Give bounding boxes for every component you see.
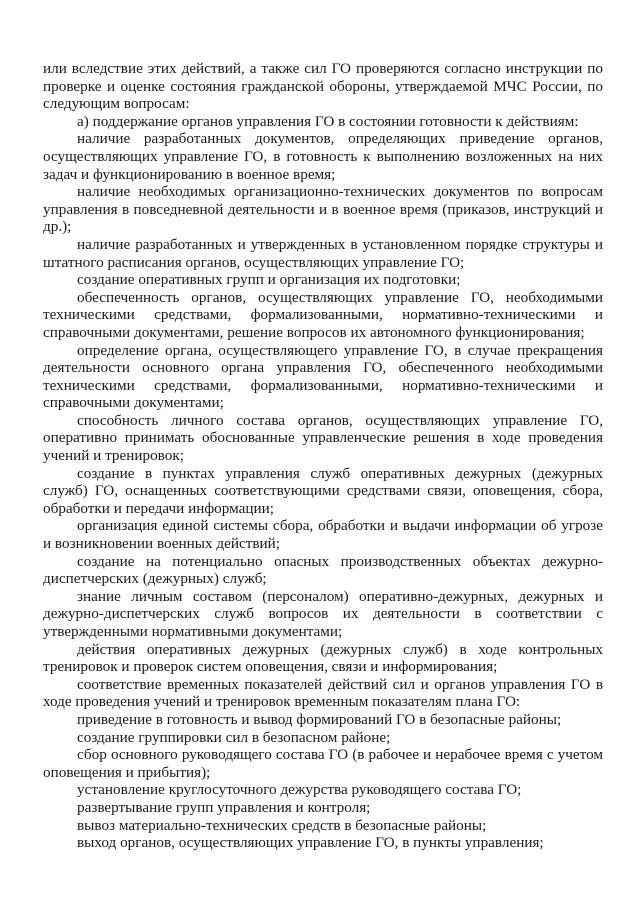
paragraph: вывоз материально-технических средств в безопасные районы; <box>77 816 487 834</box>
paragraph: наличие разработанных документов, определяющих приведение органов, осуществляющих управление ГО, в готовность к выполнению возложенных на них задач и функционированию в военное время; <box>43 130 603 183</box>
paragraph: создание оперативных групп и организация их подготовки; <box>77 271 461 289</box>
paragraph: создание группировки сил в безопасном районе; <box>77 728 391 746</box>
paragraph: развертывание групп управления и контроля; <box>77 798 371 816</box>
paragraph: создание в пунктах управления служб оперативных дежурных (дежурных служб) ГО, оснащенных соответствующими средствами связи, оповещения, сбора, обработки и передачи информации; <box>43 464 603 517</box>
document-body <box>43 60 603 852</box>
paragraph: способность личного состава органов, осуществляющих управление ГО, оперативно принимать обоснованные управленческие решения в ходе проведения учений и тренировок; <box>43 411 603 465</box>
paragraph: а) поддержание органов управления ГО в состоянии готовности к действиям: <box>77 112 579 130</box>
paragraph: сбор основного руководящего состава ГО (в рабочее и нерабочее время с учетом оповещения и прибытия); <box>43 746 603 781</box>
paragraph: наличие разработанных и утвержденных в установленном порядке структуры и штатного расписания органов, осуществляющих управление ГО; <box>43 235 603 271</box>
paragraph: или вследствие этих действий, а также сил ГО проверяются согласно инструкции по проверке и оценке состояния гражданской обороны, утверждаемой МЧС России, по следующим вопросам: <box>43 60 603 113</box>
paragraph: действия оперативных дежурных (дежурных служб) в ходе контрольных тренировок и проверок систем оповещения, связи и информирования; <box>43 640 603 676</box>
paragraph: организация единой системы сбора, обработки и выдачи информации об угрозе и возникновении военных действий; <box>43 517 603 553</box>
paragraph: определение органа, осуществляющего управление ГО, в случае прекращения деятельности основного органа управления ГО, обеспеченного необходимыми техническими средствами, формализованными, нормативно-техническими и справочными документами; <box>43 341 603 412</box>
paragraph: выход органов, осуществляющих управление ГО, в пункты управления; <box>77 834 544 852</box>
paragraph: установление круглосуточного дежурства руководящего состава ГО; <box>77 781 522 799</box>
paragraph: создание на потенциально опасных производственных объектах дежурно-диспетчерских (дежурных) служб; <box>43 552 603 588</box>
paragraph: приведение в готовность и вывод формирований ГО в безопасные районы; <box>77 710 562 728</box>
paragraph: наличие необходимых организационно-технических документов по вопросам управления в повседневной деятельности и в военное время (приказов, инструкций и др.); <box>43 183 603 236</box>
paragraph: соответствие временных показателей действий сил и органов управления ГО в ходе проведения учений и тренировок временным показателям плана ГО: <box>43 675 603 711</box>
paragraph: обеспеченность органов, осуществляющих управление ГО, необходимыми техническими средствами, формализованными, нормативно-техническими и справочными документами, решение вопросов их автономного функционирования; <box>43 288 603 341</box>
paragraph: знание личным составом (персоналом) оперативно-дежурных, дежурных и дежурно-диспетчерских служб вопросов их деятельности в соответствии с утвержденными нормативными документами; <box>43 587 603 640</box>
